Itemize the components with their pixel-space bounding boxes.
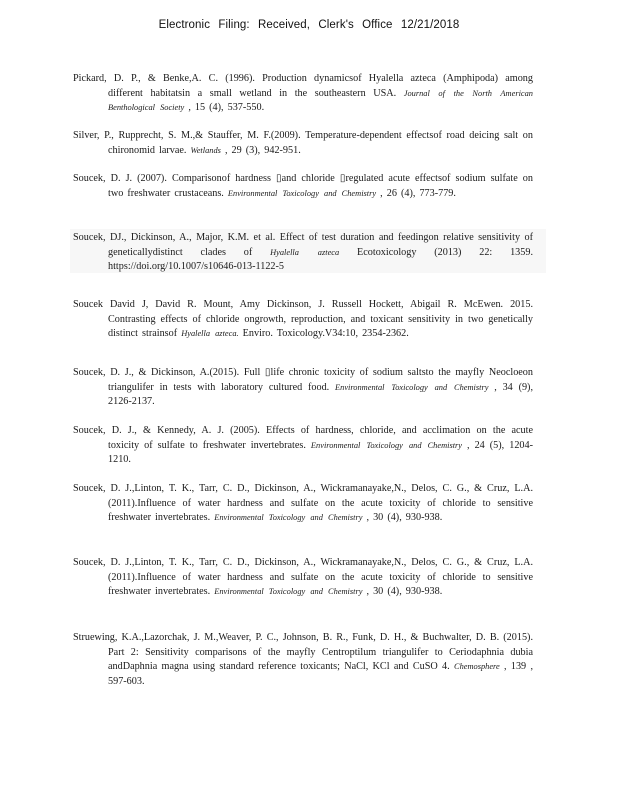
- journal-title: Hyalella azteca.: [181, 329, 239, 338]
- citation-text: Soucek David J, David R. Mount, Amy Dickinson, J. Russell Hockett, Abigail R. McEwen. 2015. Contrasting effects of chloride ongrowth, reproduction, and toxicant sensitivity in two genetically distinct strainsof: [73, 299, 533, 339]
- citation-volume-pages: , 30 (4), 930-938.: [362, 512, 443, 523]
- citation-text: Soucek, D. J.,Linton, T. K., Tarr, C. D., Dickinson, A., Wickramanayake,N., Delos, C. G., & Cruz, L.A. (2011).Influence of water hardness and sulfate on the acute toxicity of chloride to sensitive freshwater invertebrates.: [73, 483, 533, 523]
- reference-entry: [73, 482, 533, 526]
- reference-entry: [73, 129, 533, 158]
- citation-text: Struewing, K.A.,Lazorchak, J. M.,Weaver, P. C., Johnson, B. R., Funk, D. H., & Buchwalter, D. B. (2015). Part 2: Sensitivity comparisons of the mayfly Centroptilum triangulifer to Ceriodaphnia dubia andDaphnia magna using standard reference toxicants; NaCl, KCl and CuSO 4.: [73, 632, 533, 672]
- citation-text: Pickard, D. P., & Benke,A. C. (1996). Production dynamicsof Hyalella azteca (Amphipoda) among different habitatsin a small wetland in the southeastern USA.: [73, 73, 533, 99]
- citation-volume-pages: , 30 (4), 930-938.: [362, 586, 443, 597]
- reference-entry: [73, 231, 533, 275]
- journal-title: Environmental Toxicology and Chemistry: [227, 188, 377, 198]
- reference-entry: [73, 366, 533, 410]
- journal-title: Journal of the North American Benthological Society: [108, 88, 533, 112]
- citation-text: Soucek, D. J., & Dickinson, A.(2015). Full ▯life chronic toxicity of sodium saltsto the mayfly Neocloeon triangulifer in tests with laboratory cultured food.: [73, 367, 533, 393]
- reference-entry: [73, 72, 533, 116]
- reference-entry: [73, 172, 533, 201]
- citation-volume-pages: , 29 (3), 942-951.: [220, 144, 301, 156]
- reference-entry: [73, 298, 533, 342]
- journal-title: Environmental Toxicology and Chemistry: [310, 440, 463, 450]
- citation-volume-pages: Ecotoxicology (2013) 22: 1359. https://doi.org/10.1007/s10646-013-1122-5: [108, 246, 533, 272]
- reference-entry: [73, 556, 533, 600]
- citation-volume-pages: , 24 (5), 1204-1210.: [108, 439, 533, 465]
- citation-volume-pages: , 34 (9), 2126-2137.: [108, 381, 534, 407]
- citation-volume-pages: Enviro. Toxicology.V34:10, 2354-2362.: [238, 328, 409, 339]
- journal-title: Environmental Toxicology and Chemistry: [335, 382, 489, 392]
- citation-text: Soucek, DJ., Dickinson, A., Major, K.M. et al. Effect of test duration and feedingon relative sensitivity of geneticallydistinct clades of: [73, 232, 533, 258]
- citation-text: Soucek, D. J.,Linton, T. K., Tarr, C. D., Dickinson, A., Wickramanayake,N., Delos, C. G., & Cruz, L.A. (2011).Influence of water hardness and sulfate on the acute toxicity of chloride to sensitive freshwater invertebrates.: [73, 557, 533, 597]
- citation-volume-pages: , 26 (4), 773-779.: [376, 187, 456, 199]
- journal-title: Hyalella azteca: [270, 247, 340, 257]
- reference-entry: [73, 631, 533, 689]
- journal-title: Wetlands: [190, 145, 221, 155]
- reference-entry: [73, 424, 533, 468]
- citation-text: Soucek, D. J. (2007). Comparisonof hardness ▯and chloride ▯regulated acute effectsof sodium sulfate on two freshwater crustaceans.: [73, 173, 533, 199]
- citation-text: Silver, P., Rupprecht, S. M.,& Stauffer, M. F.(2009). Temperature-dependent effectsof road deicing salt on chironomid larvae.: [73, 130, 533, 156]
- citation-volume-pages: , 15 (4), 537-550.: [184, 102, 265, 113]
- document-header: Electronic Filing: Received, Clerk's Office 12/21/2018: [158, 19, 460, 31]
- citation-text: Soucek, D. J., & Kennedy, A. J. (2005). Effects of hardness, chloride, and acclimation on the acute toxicity of sulfate to freshwater invertebrates.: [73, 425, 533, 451]
- journal-title: Environmental Toxicology and Chemistry: [214, 513, 363, 522]
- citation-volume-pages: , 139 , 597-603.: [108, 661, 533, 687]
- journal-title: Chemosphere: [453, 662, 500, 671]
- journal-title: Environmental Toxicology and Chemistry: [214, 587, 363, 596]
